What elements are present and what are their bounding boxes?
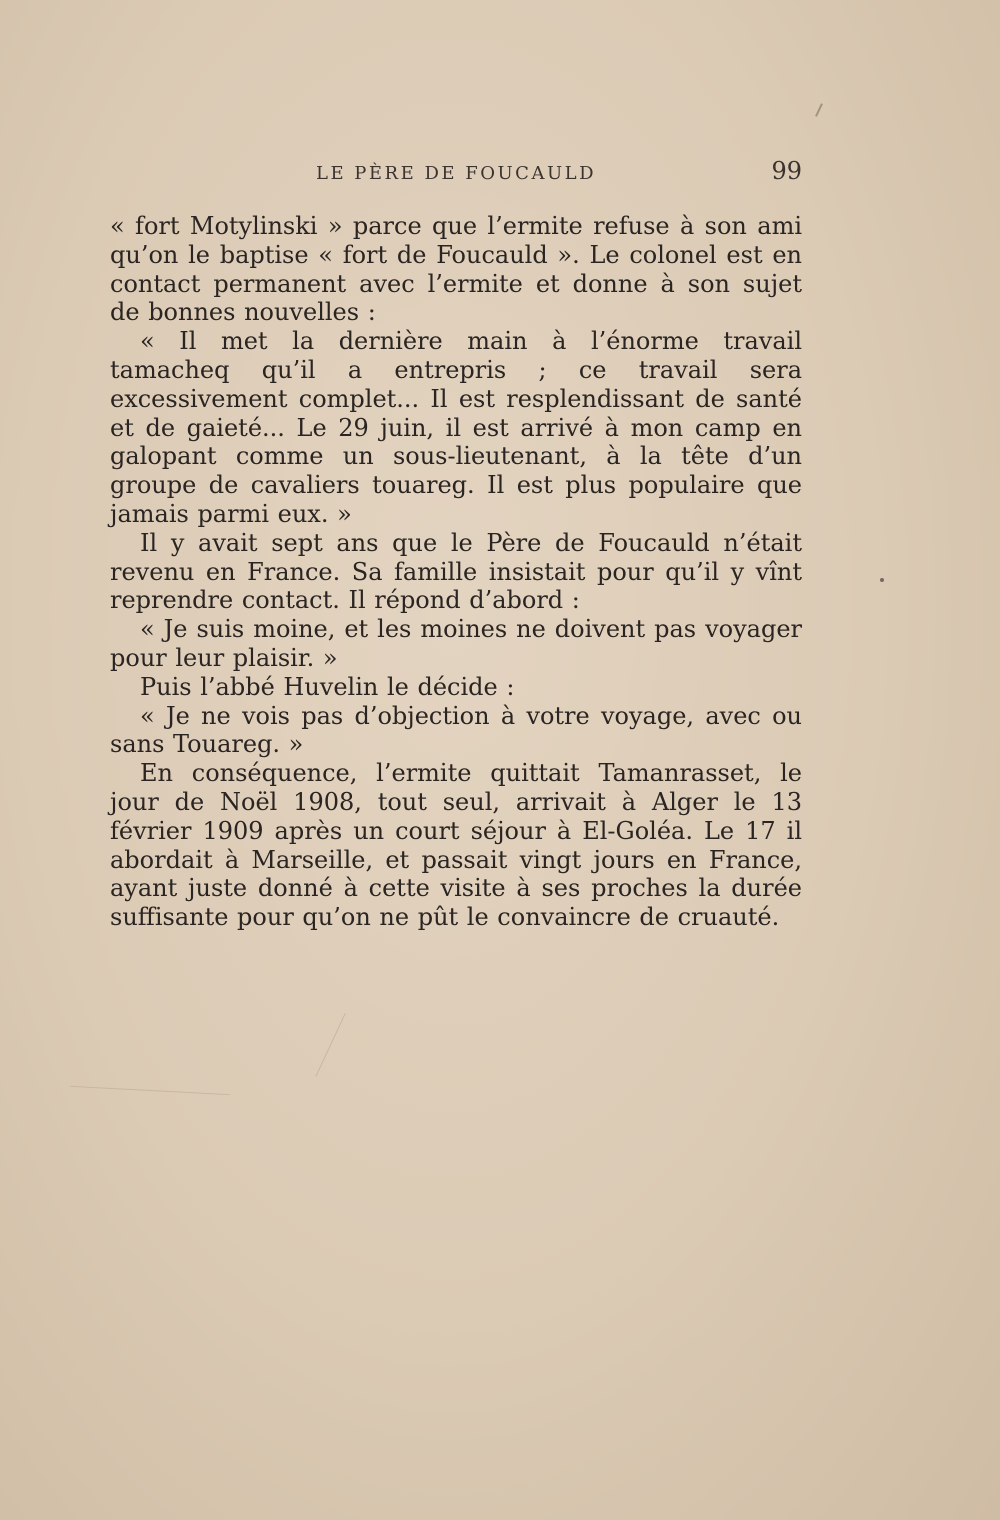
paper-crease — [70, 1086, 230, 1095]
quote-paragraph: « Je suis moine, et les moines ne doivent pas voyager pour leur plaisir. » — [110, 615, 802, 672]
page-header — [110, 157, 802, 191]
quote-paragraph: « Je ne vois pas d’objection à votre voyage, avec ou sans Touareg. » — [110, 701, 802, 759]
running-title: LE PÈRE DE FOUCAULD — [315, 163, 596, 184]
body-text — [110, 212, 802, 932]
paragraph: Puis l’abbé Huvelin le décide : — [140, 672, 515, 701]
stray-pencil-mark — [815, 103, 823, 117]
stray-dot — [880, 578, 884, 582]
paper-crease-2 — [315, 1013, 345, 1077]
paragraph: En conséquence, l’ermite quittait Tamanrasset, le jour de Noël 1908, tout seul, arrivait à Alger le 13 février 1909 après un court séjour à El-Goléa. Le 17 il abordait à Marseille, et passait vingt jours en France, ayant juste donné à cette visite à ses proches la durée suffisante pour qu’on ne pût le convaincre de cruauté. — [110, 759, 802, 932]
page-number: 99 — [771, 157, 802, 185]
quote-paragraph: « Il met la dernière main à l’énorme travail tamacheq qu’il a entrepris ; ce travail sera excessivement complet... Il est resplendissant de santé et de gaieté... Le 29 juin, il est arrivé à mon camp en galopant comme un sous-lieutenant, à la tête d’un groupe de cavaliers touareg. Il est plus populaire que jamais parmi eux. » — [110, 327, 802, 528]
paragraph: « fort Motylinski » parce que l’ermite refuse à son ami qu’on le baptise « fort de Foucauld ». Le colonel est en contact permanent avec l’ermite et donne à son sujet de bonnes nouvelles : — [110, 212, 802, 327]
paragraph: Il y avait sept ans que le Père de Foucauld n’était revenu en France. Sa famille insistait pour qu’il y vînt reprendre contact. Il répond d’abord : — [110, 528, 802, 615]
